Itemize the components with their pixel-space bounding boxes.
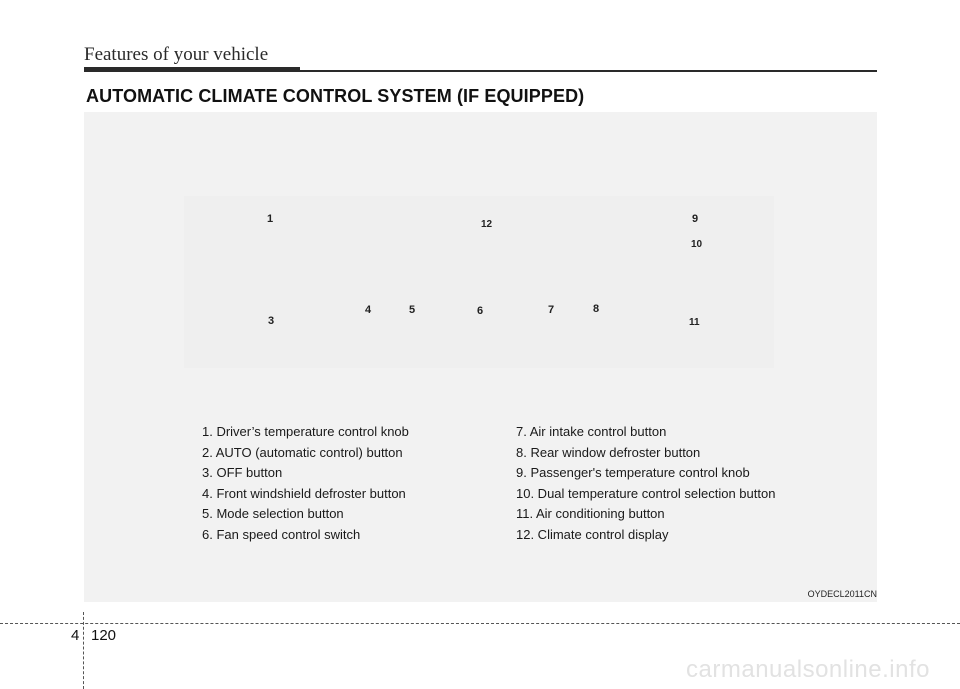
figure-panel xyxy=(84,112,877,602)
footer-divider xyxy=(83,612,84,689)
callout-label: 4 xyxy=(365,304,372,316)
header-rule xyxy=(300,70,877,72)
header-bar xyxy=(84,67,300,72)
callout-label: 5 xyxy=(409,304,416,316)
callout-label: 6 xyxy=(477,305,484,317)
legend-item: 10. Dual temperature control selection button xyxy=(516,485,776,501)
chapter-number: 4 xyxy=(71,627,80,644)
page-header-title: Features of your vehicle xyxy=(84,44,269,65)
legend-item: 11. Air conditioning button xyxy=(516,506,665,522)
footer-rule xyxy=(0,623,960,624)
callout-label: 9 xyxy=(692,213,699,225)
callout-label: 12 xyxy=(481,219,493,230)
watermark-text: carmanualsonline.info xyxy=(686,656,930,683)
legend-left-column xyxy=(202,422,409,546)
page-number: 120 xyxy=(91,627,117,644)
legend-item: 9. Passenger's temperature control knob xyxy=(516,465,750,481)
legend-item: 8. Rear window defroster button xyxy=(516,444,701,460)
legend-item: 2. AUTO (automatic control) button xyxy=(202,444,403,460)
legend-item: 6. Fan speed control switch xyxy=(202,526,361,542)
callout-label: 8 xyxy=(593,303,600,315)
callout-label: 1 xyxy=(267,213,274,225)
legend-right-column xyxy=(516,422,775,546)
callout-label: 3 xyxy=(268,315,275,327)
legend-item: 7. Air intake control button xyxy=(516,424,667,439)
callout-label: 10 xyxy=(691,239,703,250)
callout-label: 7 xyxy=(548,304,555,316)
legend-item: 3. OFF button xyxy=(202,465,283,481)
legend-item: 1. Driver’s temperature control knob xyxy=(202,424,409,439)
callout-label: 11 xyxy=(689,317,700,328)
legend-item: 5. Mode selection button xyxy=(202,506,344,522)
legend-item: 12. Climate control display xyxy=(516,526,669,542)
section-title: AUTOMATIC CLIMATE CONTROL SYSTEM (IF EQUIPPED) xyxy=(86,86,585,106)
legend-item: 4. Front windshield defroster button xyxy=(202,485,406,501)
image-code: OYDECL2011CN xyxy=(807,589,877,599)
